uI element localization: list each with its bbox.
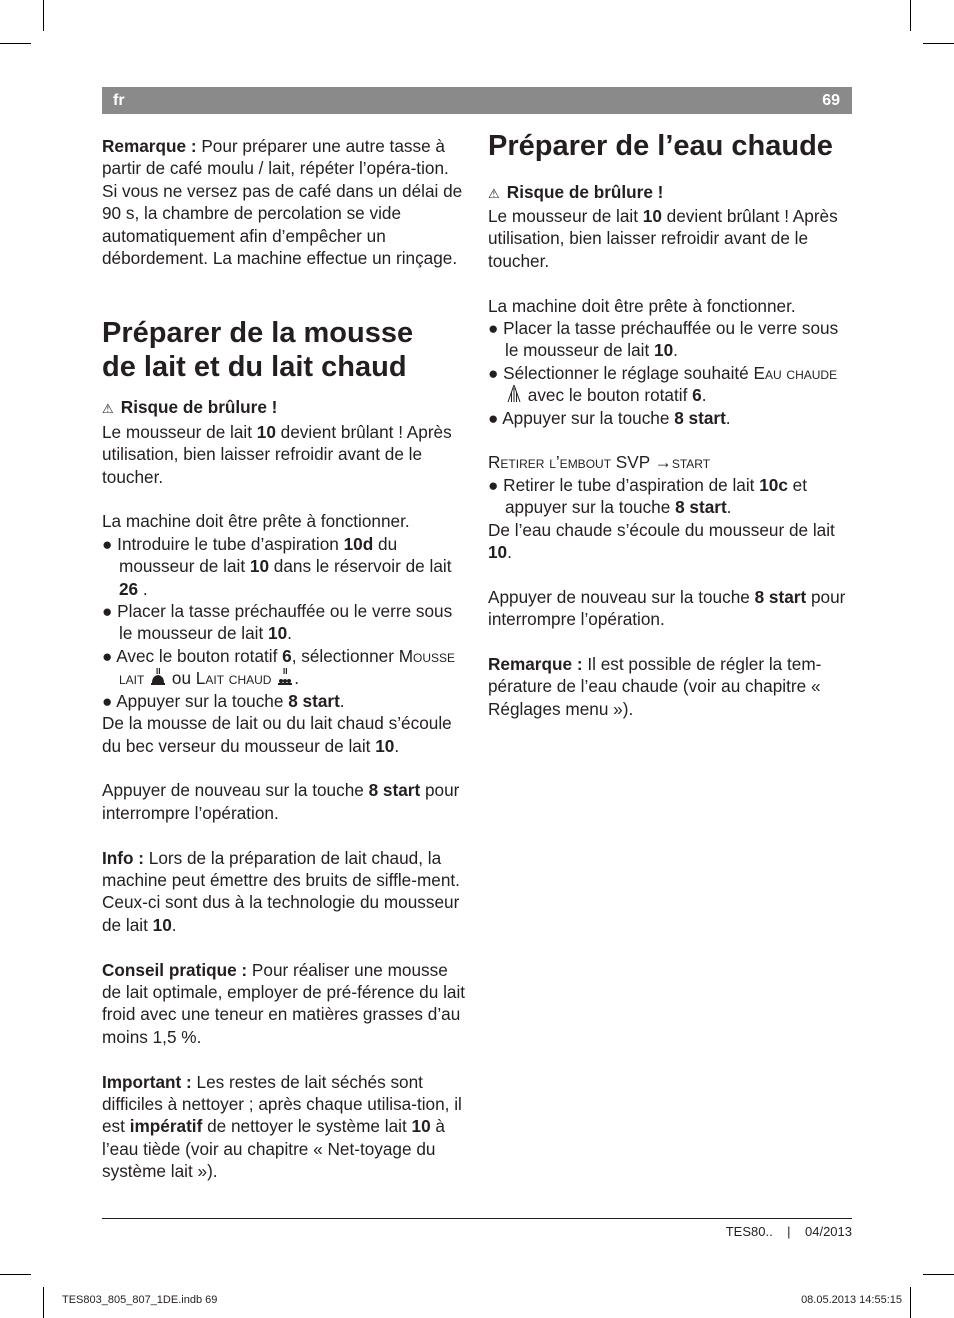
list-item: ● Avec le bouton rotatif 6, sélectionner Mousse lait ou Lait chaud .	[102, 645, 456, 689]
start-key-ref: 8 start	[675, 497, 727, 518]
flow-paragraph	[102, 712, 467, 757]
text: .	[339, 690, 345, 711]
ready-text: La machine doit être prête à fonctionner.	[102, 511, 410, 532]
risk-label: Risque de brûlure !	[506, 181, 664, 202]
display-setting-eau-chaude: Eau chaude	[753, 362, 838, 383]
text: devient brûlant ! Après utilisation, bien laisser refroidir avant de le toucher.	[102, 421, 452, 487]
tip-label: Conseil pratique :	[102, 959, 248, 980]
start-key-ref: 8 start	[754, 586, 807, 607]
text: ou	[167, 668, 196, 689]
list-item: ● Placer la tasse préchauffée ou le verre sous le mousseur de lait 10.	[102, 601, 453, 644]
important-label: Important :	[102, 1071, 192, 1092]
text: .	[725, 407, 731, 428]
print-slug-file: TES803_805_807_1DE.indb 69	[62, 1294, 218, 1306]
flow-paragraph	[488, 519, 852, 564]
page-header-bar	[102, 87, 852, 114]
text: .	[138, 578, 148, 599]
text: Appuyer sur la touche	[502, 407, 675, 428]
text: devient brûlant ! Après utilisation, bien laisser refroidir avant de le toucher.	[488, 205, 838, 271]
ref-number: 10	[642, 205, 662, 226]
text: .	[726, 497, 732, 518]
ref-number: 10	[375, 735, 395, 756]
print-slug-timestamp: 08.05.2013 14:55:15	[801, 1294, 902, 1306]
ref-number: 10	[268, 623, 288, 644]
ref-number: 10d	[343, 533, 374, 554]
interrupt-paragraph	[488, 586, 852, 631]
ref-number: 10	[152, 914, 172, 935]
crop-mark	[43, 0, 44, 31]
list-item: ● Appuyer sur la touche 8 start.	[102, 690, 345, 711]
footer-rule	[102, 1218, 852, 1219]
text: Le mousseur de lait	[488, 205, 643, 226]
crop-mark	[0, 1274, 31, 1275]
emphasis: impératif	[129, 1116, 203, 1137]
text: Placer la tasse préchauffée ou le verre sous le mousseur de lait	[503, 317, 839, 361]
tip-paragraph	[102, 959, 467, 1049]
arrow-right-icon: →	[654, 452, 672, 473]
text: du mousseur de lait	[119, 533, 398, 577]
text: Le mousseur de lait	[102, 421, 257, 442]
warning-triangle-icon: ⚠	[102, 401, 114, 417]
crop-mark	[0, 43, 31, 44]
display-text-start: start	[671, 452, 711, 473]
text: avec le bouton rotatif	[523, 385, 693, 406]
risk-warning	[488, 181, 852, 205]
text: , sélectionner	[291, 645, 399, 666]
info-paragraph	[102, 847, 467, 937]
remark-paragraph	[102, 135, 467, 269]
ready-text: La machine doit être prête à fonctionner.	[488, 295, 796, 316]
text: .	[507, 541, 512, 562]
milk-foam-icon	[149, 667, 167, 687]
text: .	[701, 385, 707, 406]
footer	[726, 1224, 852, 1239]
text: Introduire le tube d’aspiration	[117, 533, 344, 554]
text: Appuyer sur la touche	[116, 690, 289, 711]
text: Appuyer de nouveau sur la touche	[488, 586, 755, 607]
list-item: ● Sélectionner le réglage souhaité Eau chaude avec le bouton rotatif 6.	[488, 362, 838, 406]
section-heading-hot-water: Préparer de l’eau chaude	[488, 130, 833, 162]
text: .	[673, 340, 678, 361]
remark-label: Remarque :	[488, 653, 583, 674]
risk-warning	[102, 396, 467, 420]
text: Placer la tasse préchauffée ou le verre sous le mousseur de lait	[117, 601, 453, 644]
text: et appuyer sur la touche	[505, 474, 808, 518]
text: Il est possible de régler la tem-pérature de l’eau chaude (voir au chapitre « Réglages menu »).	[488, 653, 822, 719]
section-heading-milk	[102, 317, 467, 384]
right-column	[488, 130, 852, 720]
text: De l’eau chaude s’écoule du mousseur de lait	[488, 519, 835, 540]
info-label: Info :	[102, 847, 144, 868]
text: Lors de la préparation de lait chaud, la machine peut émettre des bruits de siffle-ment. Ceux-ci sont dus à la technologie du mousseur de lait	[102, 847, 460, 935]
ref-number: 10	[654, 340, 674, 361]
mousseur-hot-paragraph	[102, 421, 467, 488]
ref-number: 10c	[759, 474, 788, 495]
language-code: fr	[113, 92, 125, 109]
remark-text: Pour préparer une autre tasse à partir de café moulu / lait, répéter l’opéra-tion. Si vous ne versez pas de café dans un délai de 90 s, la chambre de percolation se vide automatiquement afin d’empêcher un débordement. La machine effectue un rinçage.	[102, 136, 463, 269]
list-item: ● Introduire le tube d’aspiration 10d du mousseur de lait 10 dans le réservoir de lait 26 .	[102, 533, 452, 599]
ref-number: 6	[282, 645, 292, 666]
ref-number: 26	[119, 578, 139, 599]
display-setting-mousse-lait: Mousse lait	[119, 645, 456, 689]
crop-mark	[910, 0, 911, 31]
list-item: ● Placer la tasse préchauffée ou le verre sous le mousseur de lait 10.	[488, 317, 839, 361]
text: Avec le bouton rotatif	[116, 645, 283, 666]
text: de nettoyer le système lait	[202, 1116, 412, 1137]
page-number: 69	[822, 92, 840, 109]
text: pour interrompre l’opération.	[102, 780, 460, 823]
text: .	[394, 735, 400, 756]
start-key-ref: 8 start	[674, 407, 726, 428]
heading-line-2: de lait et du lait chaud	[102, 350, 407, 383]
text: dans le réservoir de lait	[269, 556, 452, 577]
warning-triangle-icon: ⚠	[488, 185, 500, 201]
display-setting-lait-chaud: Lait chaud	[195, 668, 272, 689]
important-paragraph	[102, 1071, 467, 1183]
list-item: ● Retirer le tube d’aspiration de lait 10c et appuyer sur la touche 8 start.	[488, 474, 808, 518]
list-item: ● Appuyer sur la touche 8 start.	[488, 407, 731, 428]
ref-number: 6	[692, 385, 702, 406]
text: Retirer le tube d’aspiration de lait	[503, 474, 760, 495]
interrupt-paragraph	[102, 779, 467, 824]
text: Pour réaliser une mousse de lait optimale, employer de pré-férence du lait froid avec une teneur en matières grasses d’au moins 1,5 %.	[102, 959, 466, 1047]
text: .	[294, 668, 300, 689]
text: Les restes de lait séchés sont difficiles à nettoyer ; après chaque utilisa-tion, il est	[102, 1071, 462, 1137]
start-key-ref: 8 start	[368, 780, 421, 801]
text: pour interrompre l’opération.	[488, 586, 846, 630]
remark-label: Remarque :	[102, 136, 197, 156]
start-key-ref: 8 start	[288, 690, 340, 711]
hot-water-icon	[505, 384, 523, 404]
heading-line-1: Préparer de la mousse	[102, 317, 414, 350]
edition-date: 04/2013	[805, 1224, 852, 1239]
crop-mark	[923, 43, 954, 44]
ref-number: 10	[411, 1116, 431, 1137]
model-number: TES80..	[725, 1224, 773, 1239]
text: Sélectionner le réglage souhaité	[503, 362, 754, 383]
ref-number: 10	[256, 421, 276, 442]
mousseur-hot-paragraph	[488, 205, 852, 272]
text: .	[287, 623, 292, 644]
text: à l’eau tiède (voir au chapitre « Net-toyage du système lait »).	[102, 1116, 445, 1182]
footer-separator: |	[787, 1224, 791, 1239]
ref-number: 10	[488, 541, 508, 562]
ref-number: 10	[249, 556, 270, 577]
crop-mark	[910, 1287, 911, 1318]
display-message	[488, 451, 852, 473]
risk-label: Risque de brûlure !	[120, 397, 278, 418]
remark-paragraph	[488, 653, 852, 720]
hot-milk-icon	[276, 667, 294, 687]
text: .	[171, 914, 177, 935]
text: Appuyer de nouveau sur la touche	[102, 780, 369, 801]
display-text: Retirer l’embout SVP	[488, 452, 655, 473]
text: De la mousse de lait ou du lait chaud s’écoule du bec verseur du mousseur de lait	[102, 713, 452, 756]
crop-mark	[923, 1274, 954, 1275]
left-column	[102, 135, 467, 1183]
crop-mark	[43, 1287, 44, 1318]
